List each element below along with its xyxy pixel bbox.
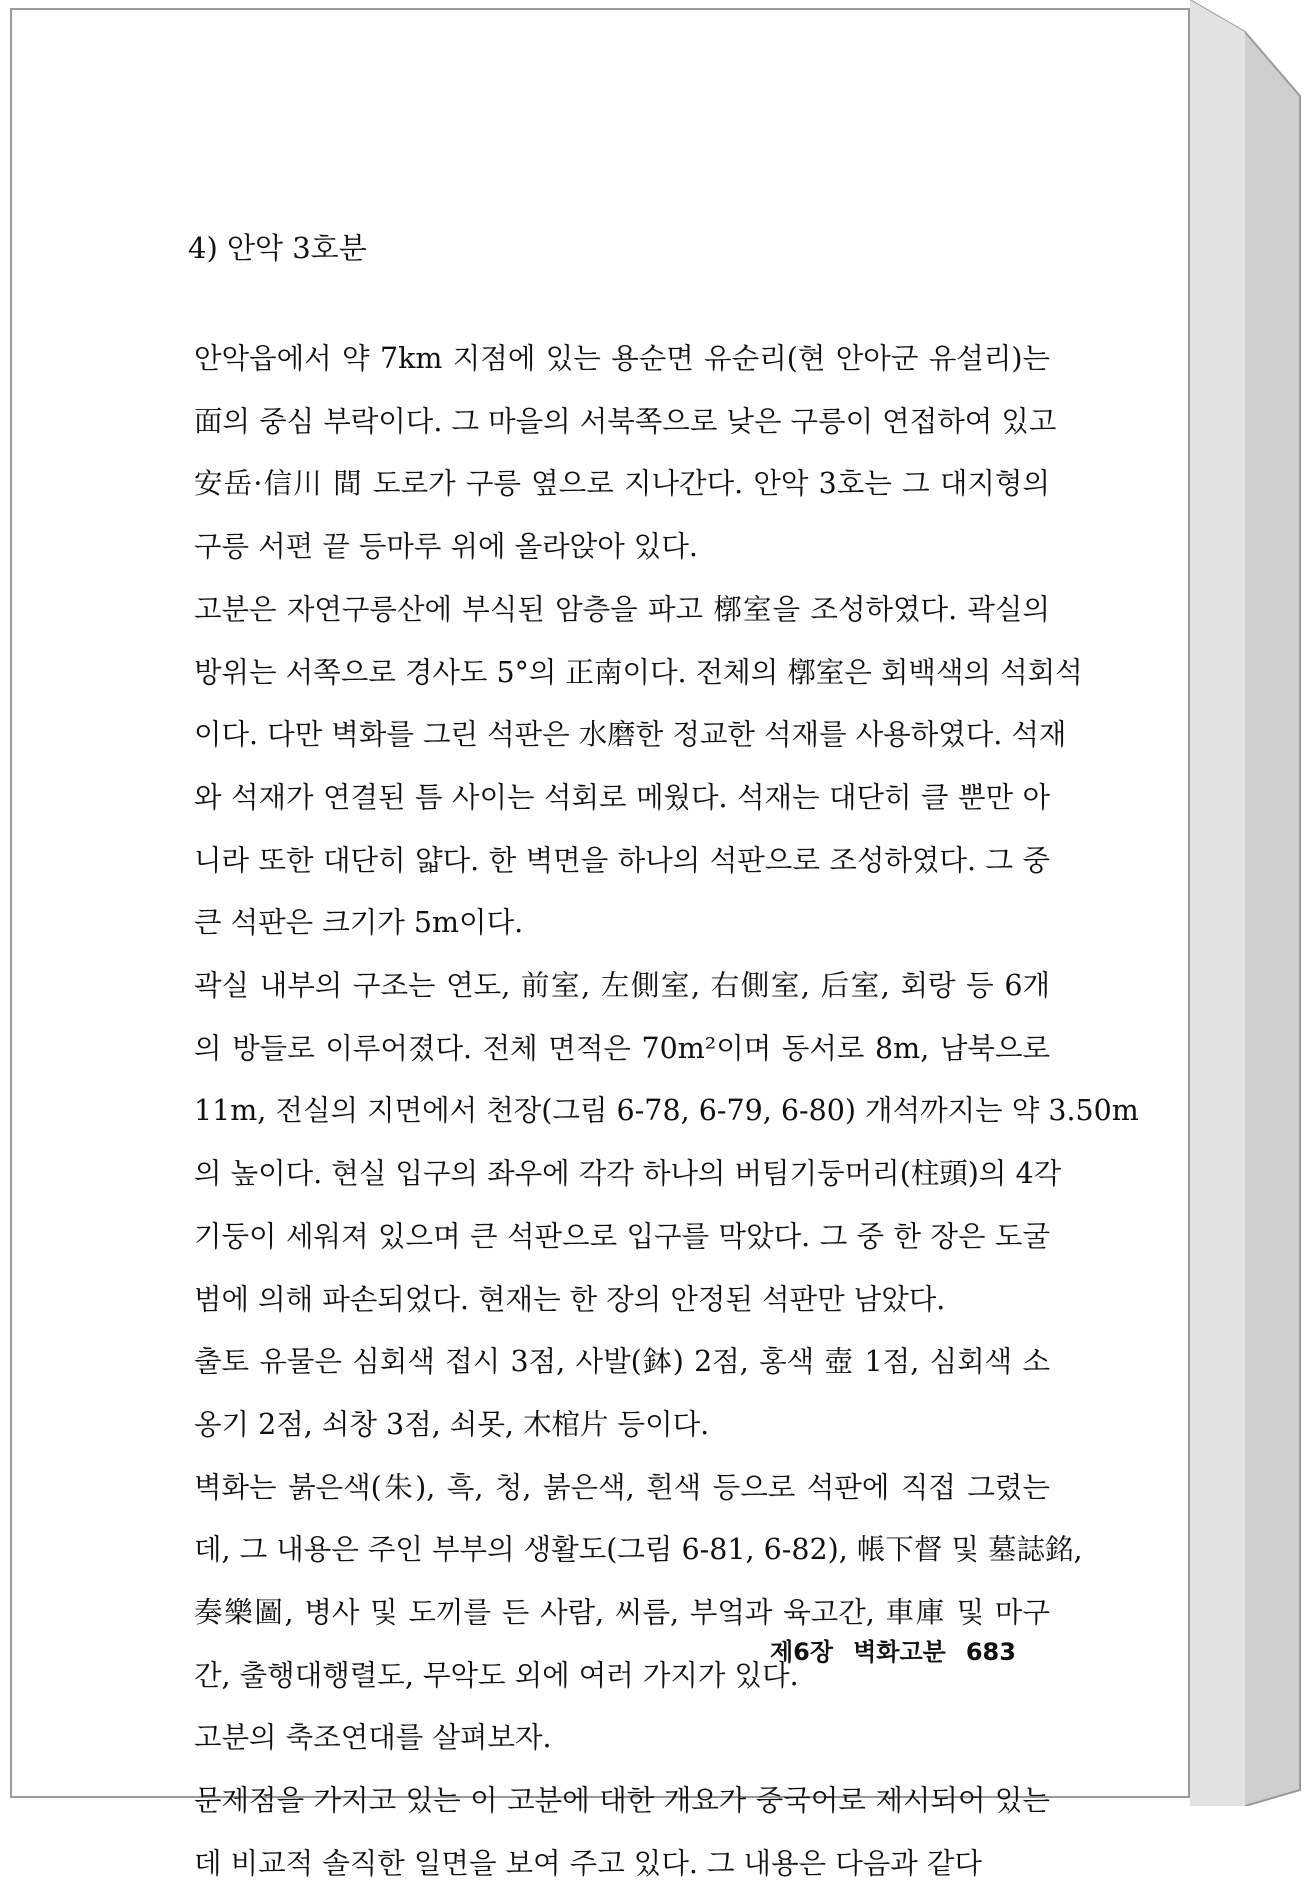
- paragraph: [168, 1331, 1050, 1456]
- paragraph: [168, 955, 1139, 1331]
- text-line: 방위는 서쪽으로 경사도 5°의 正南이다. 전체의 槨室은 회백색의 석회석: [194, 655, 1083, 689]
- text-line: 문제점을 가지고 있는 이 고분에 대한 개요가 중국어로 제시되어 있는: [194, 1784, 1050, 1818]
- paragraph: [168, 579, 1083, 955]
- text-line: 간, 출행대행렬도, 무악도 외에 여러 가지가 있다.: [194, 1658, 799, 1692]
- paragraph: [168, 1707, 1050, 1770]
- text-line: 面의 중심 부락이다. 그 마을의 서북쪽으로 낮은 구릉이 연접하여 있고: [194, 404, 1057, 438]
- page-number: 683: [965, 1638, 1016, 1666]
- text-line: 奏樂圖, 병사 및 도끼를 든 사람, 씨름, 부엌과 육고간, 車庫 및 마구: [194, 1596, 1050, 1630]
- text-line: 安岳·信川 間 도로가 구릉 옆으로 지나간다. 안악 3호는 그 대지형의: [194, 467, 1050, 501]
- text-line: 고분은 자연구릉산에 부식된 암층을 파고 槨室을 조성하였다. 곽실의: [194, 592, 1050, 626]
- paragraph: [168, 1770, 1050, 1895]
- text-line: 고분의 축조연대를 살펴보자.: [194, 1721, 552, 1755]
- text-line: 범에 의해 파손되었다. 현재는 한 장의 안정된 석판만 남았다.: [194, 1282, 946, 1316]
- text-line: 기둥이 세워져 있으며 큰 석판으로 입구를 막았다. 그 중 한 장은 도굴: [194, 1219, 1050, 1253]
- text-line: 옹기 2점, 쇠창 3점, 쇠못, 木棺片 등이다.: [194, 1407, 710, 1441]
- text-line: 곽실 내부의 구조는 연도, 前室, 左側室, 右側室, 后室, 회랑 등 6개: [194, 969, 1050, 1003]
- text-line: 이다. 다만 벽화를 그린 석판은 水磨한 정교한 석재를 사용하였다. 석재: [194, 718, 1067, 752]
- text-line: 의 방들로 이루어졌다. 전체 면적은 70m²이며 동서로 8m, 남북으로: [194, 1031, 1050, 1065]
- chapter-title: 벽화고분: [853, 1638, 946, 1666]
- text-line: 11m, 전실의 지면에서 천장(그림 6-78, 6-79, 6-80) 개석까지는 약 3.50m: [194, 1094, 1139, 1128]
- section-heading: 4) 안악 3호분: [188, 231, 367, 265]
- text-line: 니라 또한 대단히 얇다. 한 벽면을 하나의 석판으로 조성하였다. 그 중: [194, 843, 1050, 877]
- chapter-label: 제6장: [770, 1638, 834, 1666]
- text-line: 출토 유물은 심회색 접시 3점, 사발(鉢) 2점, 홍색 壺 1점, 심회색 소: [194, 1345, 1050, 1379]
- text-line: 데, 그 내용은 주인 부부의 생활도(그림 6-81, 6-82), 帳下督 및 墓誌銘,: [194, 1533, 1083, 1567]
- text-line: 큰 석판은 크기가 5m이다.: [194, 906, 524, 940]
- text-line: 안악읍에서 약 7km 지점에 있는 용순면 유순리(현 안아군 유설리)는: [194, 342, 1050, 375]
- page-footer: [770, 1632, 1040, 1667]
- text-line: 의 높이다. 현실 입구의 좌우에 각각 하나의 버팀기둥머리(柱頭)의 4각: [194, 1157, 1062, 1191]
- text-line: 구릉 서편 끝 등마루 위에 올라앉아 있다.: [194, 530, 698, 564]
- text-line: 벽화는 붉은색(朱), 흑, 청, 붉은색, 흰색 등으로 석판에 직접 그렸는: [194, 1470, 1050, 1504]
- paragraph: [168, 328, 1057, 579]
- text-line: 데 비교적 솔직한 일면을 보여 주고 있다. 그 내용은 다음과 같다: [194, 1846, 982, 1880]
- book-spine: [1190, 0, 1305, 1806]
- paragraph: [168, 1457, 1083, 1708]
- text-line: 와 석재가 연결된 틈 사이는 석회로 메웠다. 석재는 대단히 클 뿐만 아: [194, 780, 1050, 814]
